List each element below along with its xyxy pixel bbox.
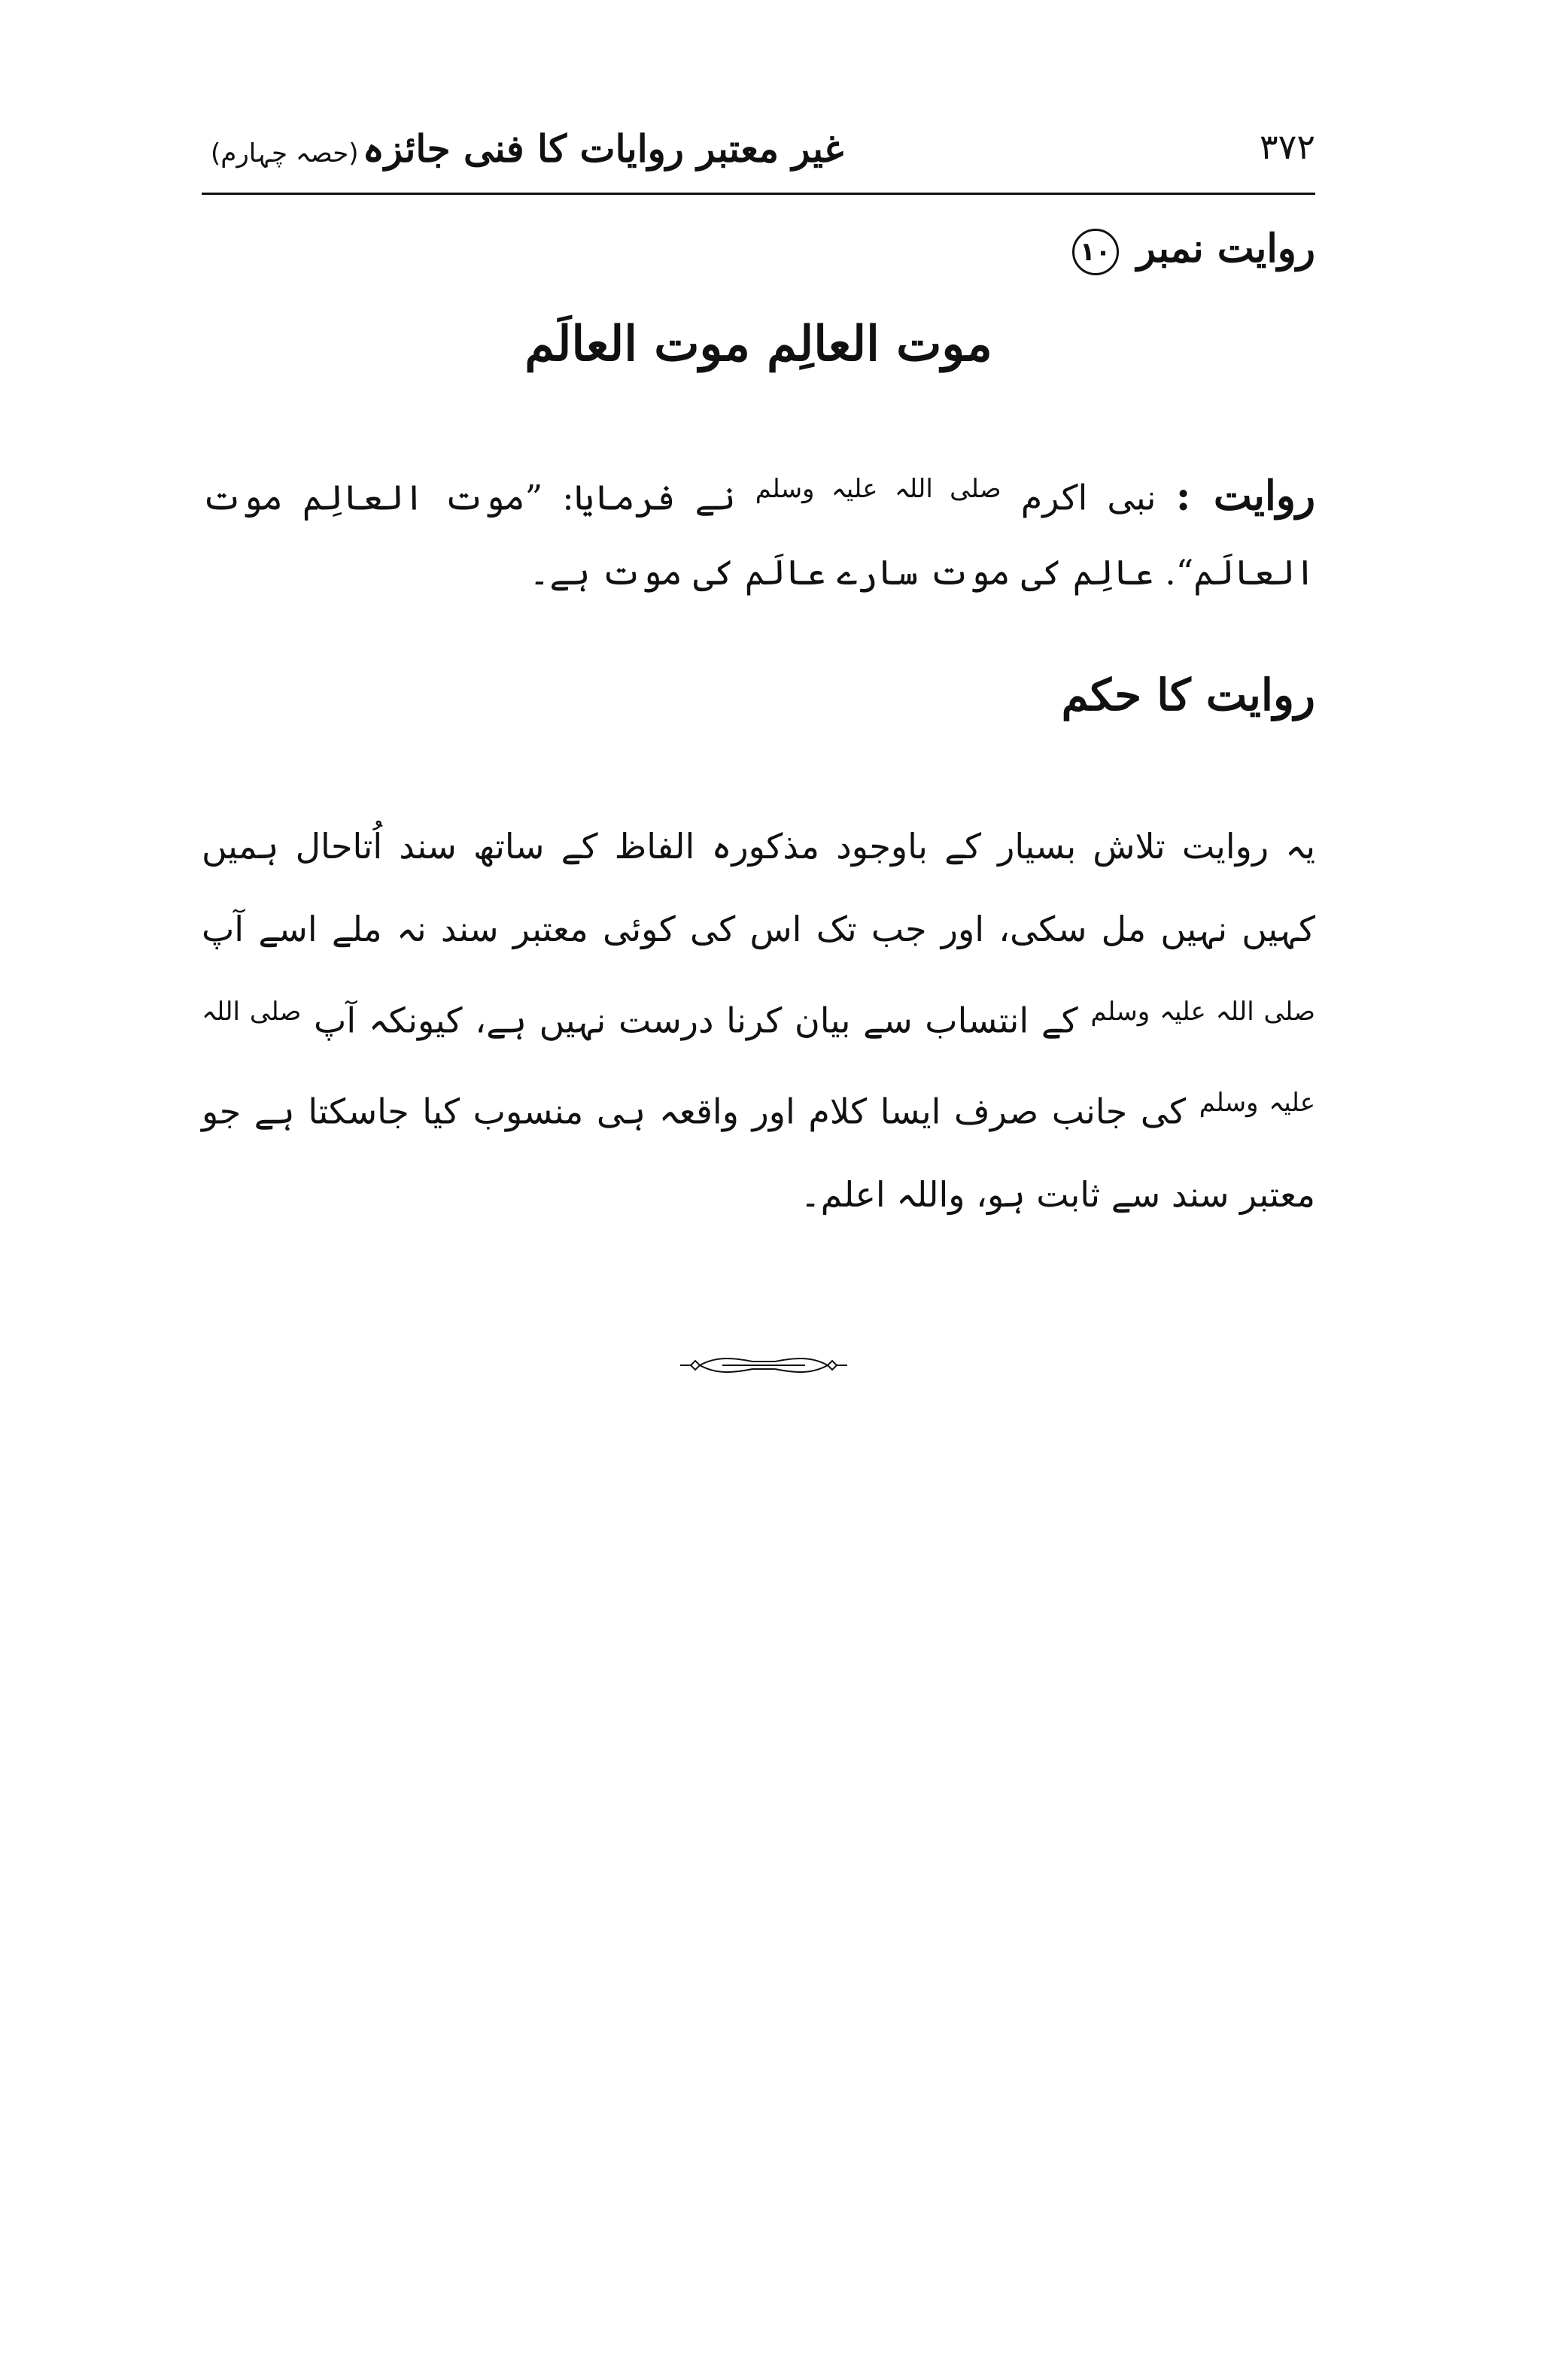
honorific-salutation: صلی اللہ علیہ وسلم xyxy=(755,474,1001,504)
narration-line-1: نبی اکرم xyxy=(1020,477,1157,518)
narration-number-badge: ۱۰ xyxy=(1072,229,1119,275)
ruling-text-2: کے انتساب سے بیان کرنا درست نہیں ہے، کیونکہ آپ xyxy=(314,1000,1078,1041)
narration-line-2: نے فرمایا: ”موت العالِم موت العالَم“. عالِم کی موت سارے عالَم کی موت ہے۔ xyxy=(202,477,1315,593)
page-header xyxy=(202,120,1315,181)
ruling-heading: روایت کا حکم xyxy=(1061,669,1315,721)
ruling-paragraph xyxy=(202,805,1315,1236)
decorative-divider-icon xyxy=(677,1352,850,1378)
page-number: ۳۷۲ xyxy=(1259,126,1315,167)
honorific-salutation-1: صلی اللہ علیہ وسلم xyxy=(1090,997,1316,1027)
narration-lead: روایت : xyxy=(1175,471,1316,520)
ruling-text-3: کی جانب صرف ایسا کلام اور واقعہ ہی منسوب کیا جاسکتا ہے جو معتبر سند سے ثابت ہو، واللہ اعلم۔ xyxy=(202,1091,1315,1215)
honorific-salutation-2: صلی اللہ علیہ وسلم xyxy=(202,997,1316,1119)
narration-label: روایت نمبر xyxy=(1136,226,1315,272)
narration-number-heading xyxy=(1072,226,1315,275)
header-divider xyxy=(202,193,1315,195)
running-title xyxy=(202,126,843,171)
narration-text xyxy=(202,451,1315,610)
ruling-text-1: یہ روایت تلاش بسیار کے باوجود مذکورہ الفاظ کے ساتھ سند اُتاحال ہمیں کہیں نہیں مل سکی، اور جب تک اس کی کوئی معتبر سند نہ ملے اسے آپ xyxy=(202,826,1315,949)
narration-title: موت العالِم موت العالَم xyxy=(524,316,992,372)
book-title: غیر معتبر روایات کا فنی جائزہ xyxy=(362,126,844,171)
book-part: (حصہ چہارم) xyxy=(211,138,359,168)
